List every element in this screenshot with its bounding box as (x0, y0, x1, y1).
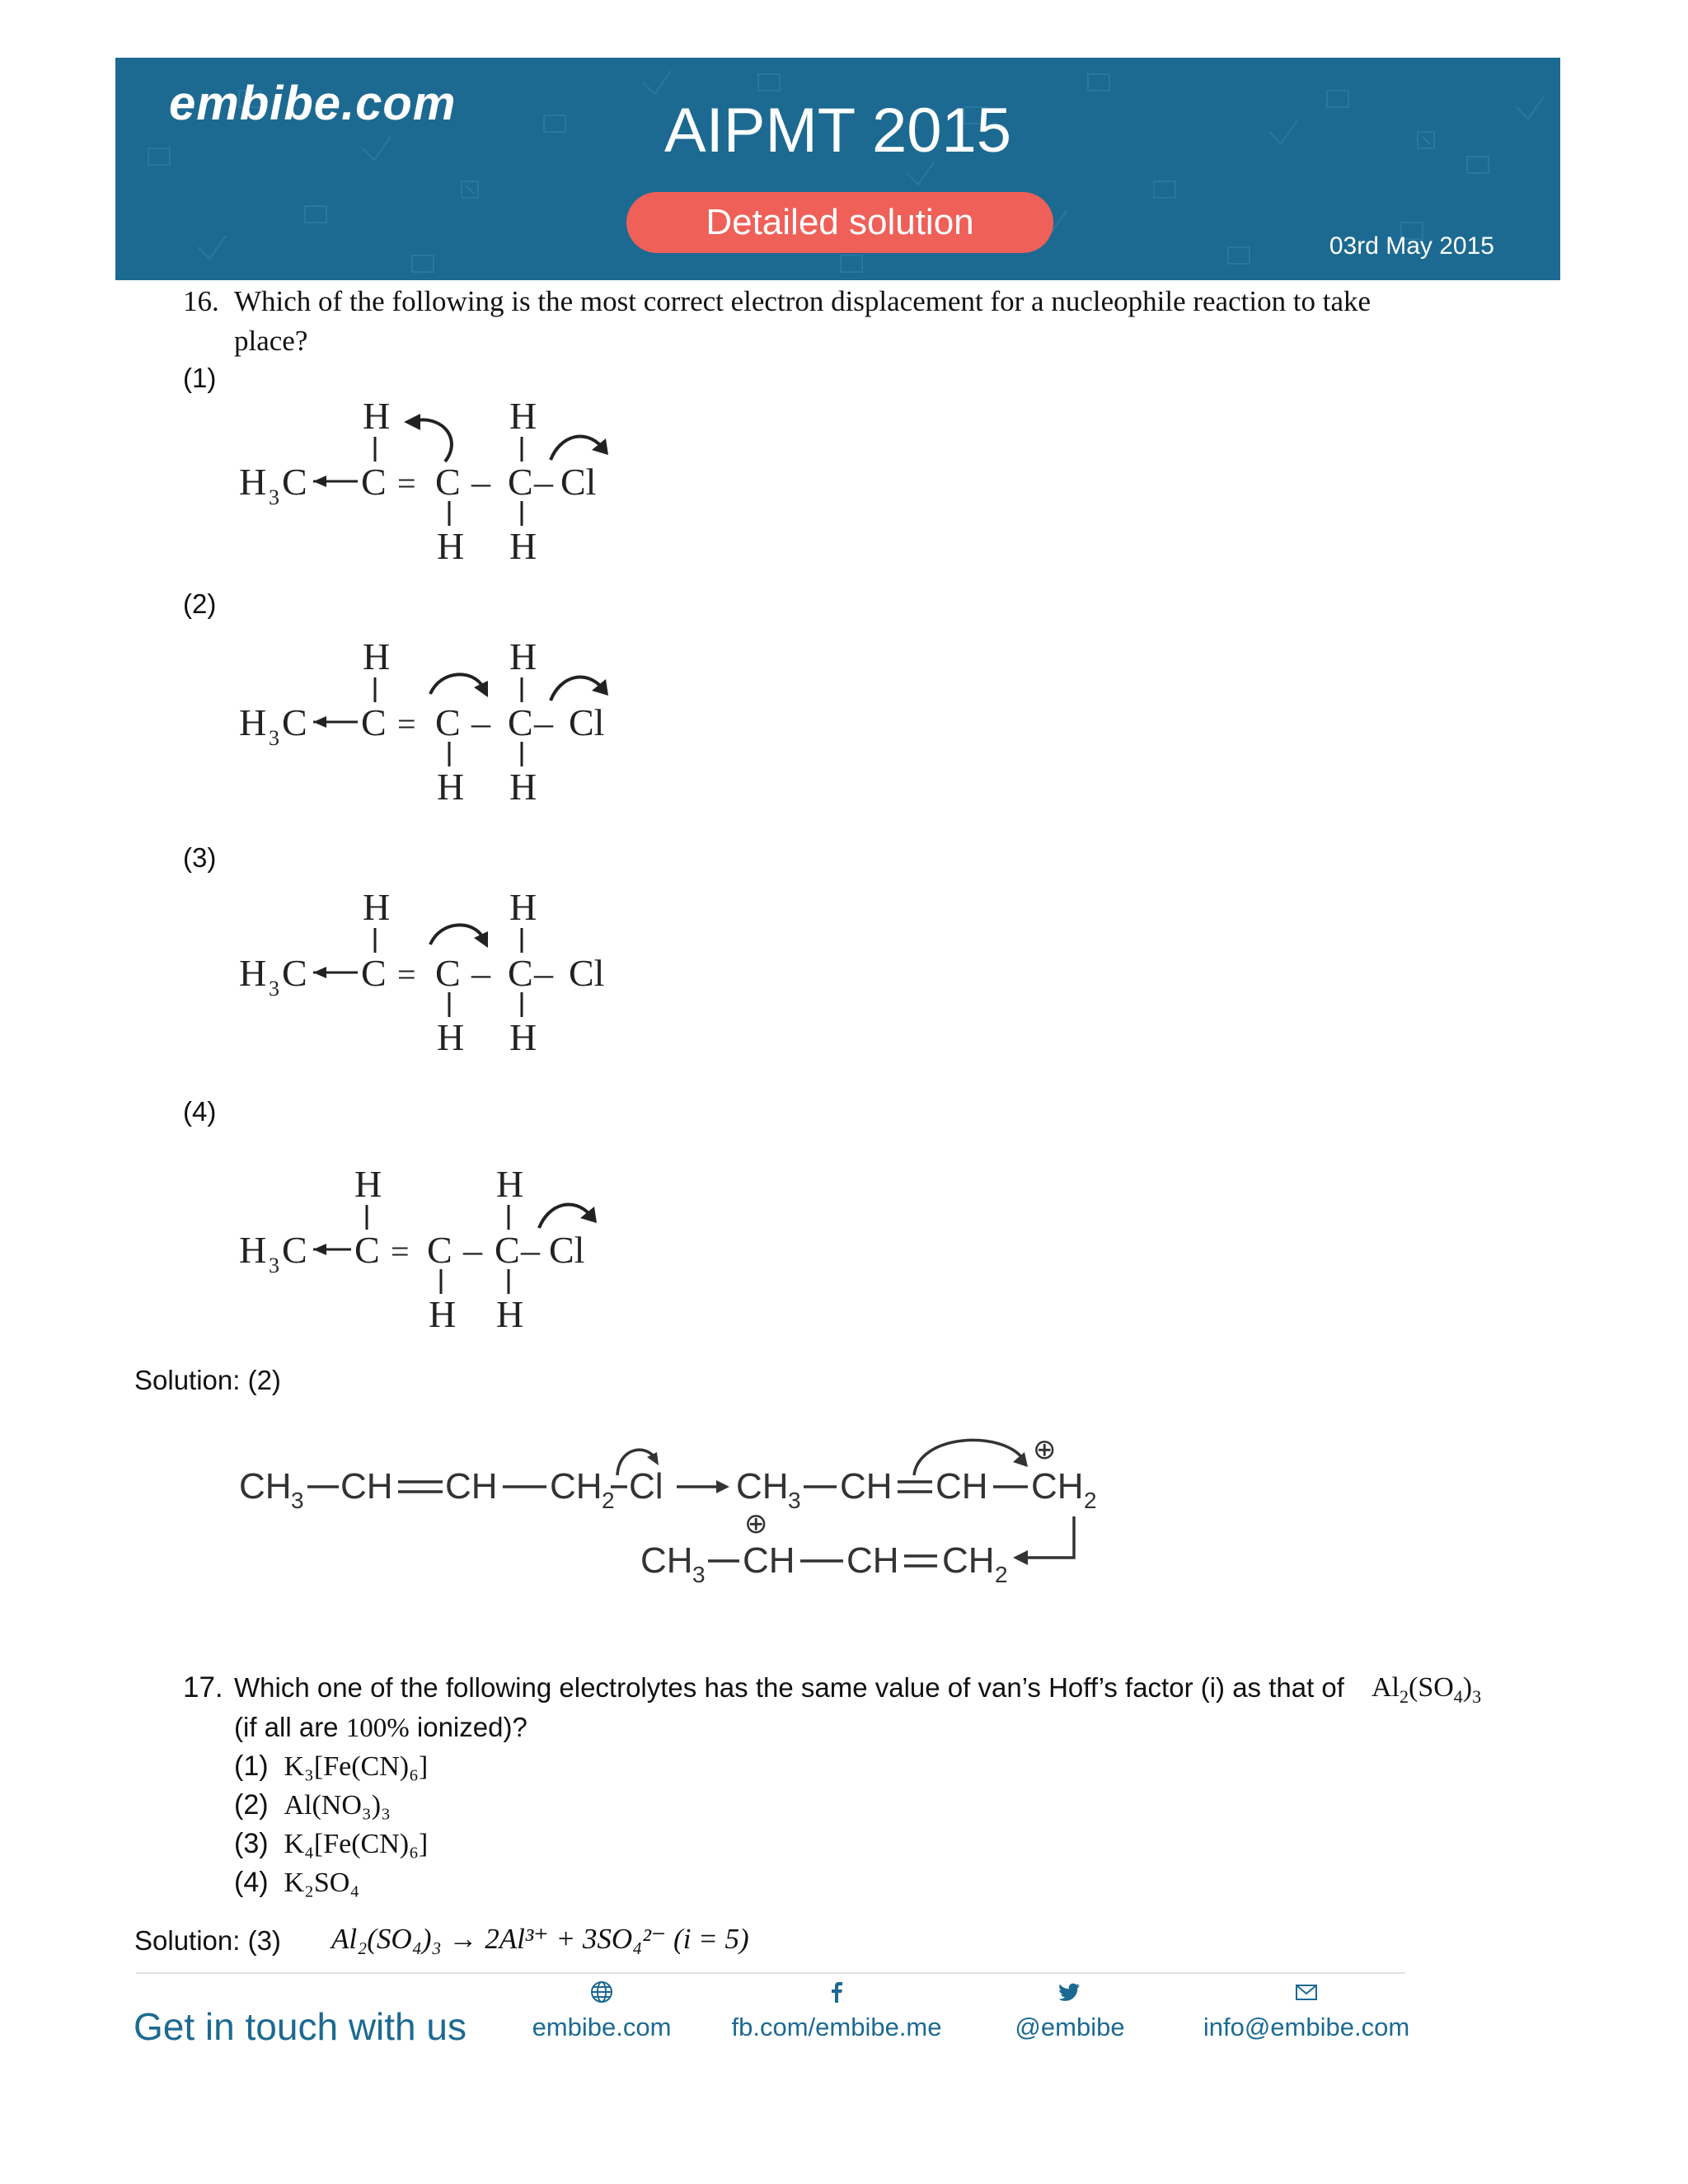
footer-link-website[interactable]: embibe.com (532, 2013, 672, 2041)
svg-text:H: H (509, 636, 537, 677)
q16-option-label-3: (3) (183, 842, 217, 873)
q17-option-1[interactable]: (1) K₃[Fe(CN)₆] (234, 1750, 429, 1782)
solution-pill: Detailed solution (626, 192, 1053, 253)
svg-text:CH: CH (935, 1466, 988, 1507)
svg-text:CH: CH (340, 1466, 393, 1507)
svg-text:3: 3 (692, 1562, 706, 1587)
svg-text:CH: CH (640, 1540, 693, 1581)
svg-text:3: 3 (269, 1254, 279, 1277)
svg-text:=: = (391, 1233, 410, 1270)
svg-text:C: C (354, 1229, 380, 1271)
svg-text:C: C (495, 1229, 520, 1271)
footer-link-facebook[interactable]: fb.com/embibe.me (731, 2013, 942, 2041)
svg-text:–: – (463, 1229, 482, 1271)
svg-text:=: = (397, 705, 416, 743)
svg-text:2: 2 (602, 1488, 615, 1513)
twitter-icon (1057, 1980, 1082, 2004)
svg-text:Cl: Cl (549, 1229, 585, 1271)
svg-text:2: 2 (995, 1562, 1008, 1587)
svg-text:C: C (361, 701, 387, 743)
svg-text:⊕: ⊕ (744, 1508, 768, 1540)
brand-logo: embibe.com (169, 77, 457, 130)
svg-text:–: – (521, 1229, 540, 1271)
q17-text-line1: Which one of the following electrolytes has the same value of van’s Hoff’s factor (i) as that of (234, 1672, 1344, 1703)
svg-text:C: C (435, 952, 461, 994)
svg-text:3: 3 (269, 977, 279, 1001)
svg-text:H: H (509, 766, 537, 808)
svg-text:C: C (282, 1229, 307, 1271)
q17-number: 17. (183, 1671, 223, 1704)
svg-text:CH: CH (846, 1540, 899, 1581)
mail-icon (1294, 1980, 1319, 2004)
svg-text:=: = (397, 465, 416, 502)
svg-text:C: C (427, 1229, 452, 1271)
svg-text:CH: CH (736, 1466, 789, 1507)
svg-text:3: 3 (788, 1488, 801, 1513)
exam-date: 03rd May 2015 (1329, 232, 1494, 260)
svg-text:C: C (282, 461, 307, 503)
svg-text:H: H (239, 701, 267, 743)
svg-text:H: H (437, 766, 465, 808)
svg-text:–: – (534, 952, 553, 994)
svg-text:CH: CH (942, 1540, 995, 1581)
svg-text:C: C (435, 461, 461, 503)
svg-text:H: H (496, 1293, 524, 1335)
svg-text:H: H (496, 1164, 524, 1205)
svg-text:H: H (429, 1293, 457, 1335)
q16-structure-2 (239, 636, 651, 826)
svg-text:CH: CH (743, 1540, 795, 1581)
svg-text:3: 3 (291, 1488, 304, 1513)
q16-text-line2: place? (234, 325, 308, 357)
facebook-icon (824, 1980, 849, 2004)
svg-text:Cl: Cl (560, 461, 597, 503)
svg-text:–: – (471, 461, 490, 503)
q16-text-line1: Which of the following is the most correct electron displacement for a nucleophile reaction to take (234, 285, 1372, 317)
svg-text:⊕: ⊕ (1033, 1434, 1057, 1465)
q17-solution-equation: Al₂(SO₄)₃ → 2Al³⁺ + 3SO₄²⁻ (i = 5) (331, 1923, 749, 1955)
svg-text:–: – (471, 701, 490, 743)
svg-text:H: H (509, 887, 537, 928)
svg-text:H: H (363, 887, 391, 928)
svg-text:–: – (471, 952, 490, 994)
svg-text:CH: CH (239, 1466, 292, 1507)
svg-text:H: H (239, 461, 267, 503)
svg-text:H: H (239, 952, 267, 994)
svg-text:3: 3 (269, 485, 279, 509)
svg-text:Cl: Cl (629, 1466, 663, 1507)
globe-icon (589, 1980, 614, 2004)
svg-text:=: = (397, 956, 416, 993)
svg-text:C: C (508, 461, 533, 503)
svg-text:C: C (435, 701, 461, 743)
svg-text:H: H (509, 1016, 537, 1058)
svg-text:C: C (361, 461, 387, 503)
q16-solution-reaction (235, 1426, 1125, 1599)
svg-text:C: C (282, 952, 307, 994)
q16-structure-4 (239, 1164, 651, 1353)
svg-text:–: – (534, 701, 553, 743)
q17-formula-main: $Al_2(SO_4)_3$ (1372, 1672, 1482, 1707)
svg-text:C: C (361, 952, 387, 994)
footer-link-email[interactable]: info@embibe.com (1203, 2013, 1410, 2041)
svg-text:H: H (437, 1016, 465, 1058)
q17-solution-label: Solution: (3) (134, 1925, 281, 1956)
footer-divider (136, 1972, 1405, 1974)
q16-option-label-1: (1) (183, 363, 217, 393)
q17-option-3[interactable]: (3) K₄[Fe(CN)₆] (234, 1828, 429, 1859)
svg-text:H: H (363, 396, 391, 437)
svg-text:H: H (354, 1164, 382, 1205)
svg-text:Cl: Cl (569, 701, 605, 743)
footer-link-twitter[interactable]: @embibe (1015, 2013, 1125, 2041)
q17-options (234, 1747, 428, 1902)
svg-text:H: H (437, 525, 465, 567)
header-banner (115, 58, 1560, 280)
svg-text:H: H (239, 1229, 267, 1271)
svg-text:–: – (534, 461, 553, 503)
svg-text:CH: CH (550, 1466, 603, 1507)
q16-solution-label: Solution: (2) (134, 1365, 281, 1395)
q17-option-4[interactable]: (4) K₂SO₄ (234, 1867, 360, 1898)
svg-text:CH: CH (445, 1466, 498, 1507)
svg-text:C: C (282, 701, 307, 743)
q17-text-line2: (if all are 100% ionized)? (234, 1712, 528, 1743)
svg-text:2: 2 (1084, 1488, 1097, 1513)
footer-title: Get in touch with us (134, 2005, 467, 2048)
svg-text:CH: CH (840, 1466, 893, 1507)
q16-number: 16. (183, 285, 219, 317)
q17-option-2[interactable]: (2) Al(NO₃)₃ (234, 1789, 391, 1821)
exam-title: AIPMT 2015 (663, 96, 1012, 166)
q16-structure-3 (239, 887, 651, 1076)
svg-text:C: C (508, 701, 533, 743)
q16-option-label-4: (4) (183, 1096, 217, 1127)
svg-text:C: C (508, 952, 533, 994)
q16-option-label-2: (2) (183, 588, 217, 619)
svg-text:Cl: Cl (569, 952, 605, 994)
svg-text:CH: CH (1031, 1466, 1084, 1507)
svg-text:H: H (363, 636, 391, 677)
q16-structure-1 (239, 396, 651, 585)
svg-text:H: H (509, 525, 537, 567)
svg-text:H: H (509, 396, 537, 437)
svg-text:3: 3 (269, 726, 279, 750)
